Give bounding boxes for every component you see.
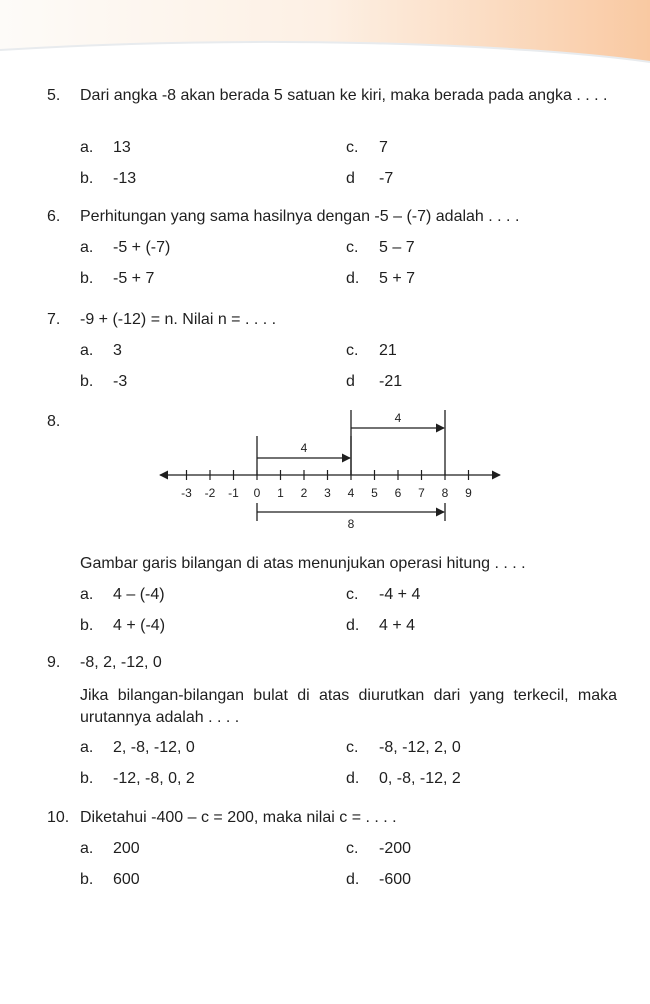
number-list: -8, 2, -12, 0 <box>80 654 162 671</box>
number-line-tick-label: 1 <box>277 486 284 500</box>
option-value: 7 <box>379 139 388 156</box>
option-c[interactable] <box>346 340 576 362</box>
arrow-low-label: 4 <box>300 441 308 455</box>
option-value: -5 + (-7) <box>113 239 171 256</box>
number-line-tick-label: 9 <box>465 486 472 500</box>
question-number: 9. <box>47 654 61 671</box>
option-letter: c. <box>346 586 359 603</box>
question-text: Dari angka -8 akan berada 5 satuan ke kiri, maka berada pada angka . . . . <box>80 87 608 104</box>
option-a[interactable] <box>80 838 310 860</box>
option-letter: c. <box>346 139 359 156</box>
option-c[interactable] <box>346 584 576 606</box>
option-letter: d <box>346 373 355 390</box>
option-letter: a. <box>80 239 94 256</box>
option-value: -200 <box>379 840 412 857</box>
question-text: Jika bilangan-bilangan bulat di atas diurutkan dari yang terkecil, maka urutannya adalah . . . . <box>80 687 617 726</box>
option-letter: a. <box>80 139 94 156</box>
option-a[interactable] <box>80 737 310 759</box>
option-b[interactable] <box>80 168 310 190</box>
question-number: 10. <box>47 809 70 826</box>
number-line-tick-label: 7 <box>418 486 425 500</box>
option-d[interactable] <box>346 615 576 637</box>
number-line-tick-label: -2 <box>204 486 216 500</box>
option-a[interactable] <box>80 584 310 606</box>
option-value: 4 – (-4) <box>113 586 165 603</box>
question-number: 7. <box>47 311 61 328</box>
option-b[interactable] <box>80 268 310 290</box>
option-value: 4 + 4 <box>379 617 416 634</box>
option-d[interactable] <box>346 268 576 290</box>
option-value: 5 + 7 <box>379 270 416 287</box>
option-d[interactable] <box>346 869 576 891</box>
option-value: 2, -8, -12, 0 <box>113 739 195 756</box>
question-text: Diketahui -400 – c = 200, maka nilai c = . . . . <box>80 809 397 826</box>
option-a[interactable] <box>80 137 310 159</box>
number-line-tick-label: -3 <box>181 486 192 500</box>
option-c[interactable] <box>346 737 576 759</box>
option-value: -12, -8, 0, 2 <box>113 770 195 787</box>
option-value: -4 + 4 <box>379 586 421 603</box>
option-value: -5 + 7 <box>113 270 155 287</box>
option-value: 5 – 7 <box>379 239 415 256</box>
option-c[interactable] <box>346 838 576 860</box>
question-number: 6. <box>47 208 61 225</box>
option-letter: c. <box>346 739 359 756</box>
option-d[interactable] <box>346 768 576 790</box>
question-text: Gambar garis bilangan di atas menunjukan operasi hitung . . . . <box>80 555 526 572</box>
option-letter: a. <box>80 840 94 857</box>
option-b[interactable] <box>80 869 310 891</box>
option-b[interactable] <box>80 371 310 393</box>
option-letter: d. <box>346 270 360 287</box>
option-letter: d. <box>346 617 360 634</box>
option-letter: c. <box>346 342 359 359</box>
question-text: -9 + (-12) = n. Nilai n = . . . . <box>80 311 277 328</box>
option-letter: a. <box>80 342 94 359</box>
option-value: -3 <box>113 373 128 390</box>
option-a[interactable] <box>80 237 310 259</box>
option-letter: b. <box>80 871 94 888</box>
option-value: 4 + (-4) <box>113 617 166 634</box>
option-d[interactable] <box>346 168 576 190</box>
option-a[interactable] <box>80 340 310 362</box>
option-letter: b. <box>80 373 94 390</box>
option-value: 600 <box>113 871 140 888</box>
number-line-tick-label: 3 <box>324 486 331 500</box>
arrow-total-label: 8 <box>347 517 355 531</box>
option-letter: c. <box>346 239 359 256</box>
option-letter: a. <box>80 739 94 756</box>
option-b[interactable] <box>80 615 310 637</box>
option-b[interactable] <box>80 768 310 790</box>
option-value: -600 <box>379 871 412 888</box>
arrow-high-label: 4 <box>394 411 402 425</box>
option-letter: d. <box>346 871 360 888</box>
option-value: -8, -12, 2, 0 <box>379 739 461 756</box>
option-value: -7 <box>379 170 394 187</box>
option-value: 13 <box>113 139 131 156</box>
option-letter: d. <box>346 770 360 787</box>
option-letter: d <box>346 170 355 187</box>
option-value: 0, -8, -12, 2 <box>379 770 461 787</box>
option-letter: b. <box>80 270 94 287</box>
option-c[interactable] <box>346 137 576 159</box>
option-value: 21 <box>379 342 397 359</box>
header-banner <box>0 0 650 80</box>
number-line-tick-label: 8 <box>441 486 449 500</box>
option-value: -21 <box>379 373 403 390</box>
question-text: Perhitungan yang sama hasilnya dengan -5 – (-7) adalah . . . . <box>80 208 520 225</box>
option-letter: b. <box>80 170 94 187</box>
option-c[interactable] <box>346 237 576 259</box>
number-line-tick-label: 6 <box>394 486 402 500</box>
option-value: 3 <box>113 342 122 359</box>
question-number: 8. <box>47 413 61 430</box>
number-line-tick-label: -1 <box>228 486 239 500</box>
option-letter: b. <box>80 770 94 787</box>
option-value: -13 <box>113 170 137 187</box>
number-line-tick-label: 4 <box>347 486 355 500</box>
number-line-tick-label: 5 <box>371 486 378 500</box>
option-d[interactable] <box>346 371 576 393</box>
number-line-tick-label: 2 <box>300 486 308 500</box>
number-line-tick-label: 0 <box>253 486 261 500</box>
number-line-figure <box>150 400 510 535</box>
option-letter: c. <box>346 840 359 857</box>
option-letter: b. <box>80 617 94 634</box>
question-number: 5. <box>47 87 61 104</box>
option-value: 200 <box>113 840 140 857</box>
option-letter: a. <box>80 586 94 603</box>
